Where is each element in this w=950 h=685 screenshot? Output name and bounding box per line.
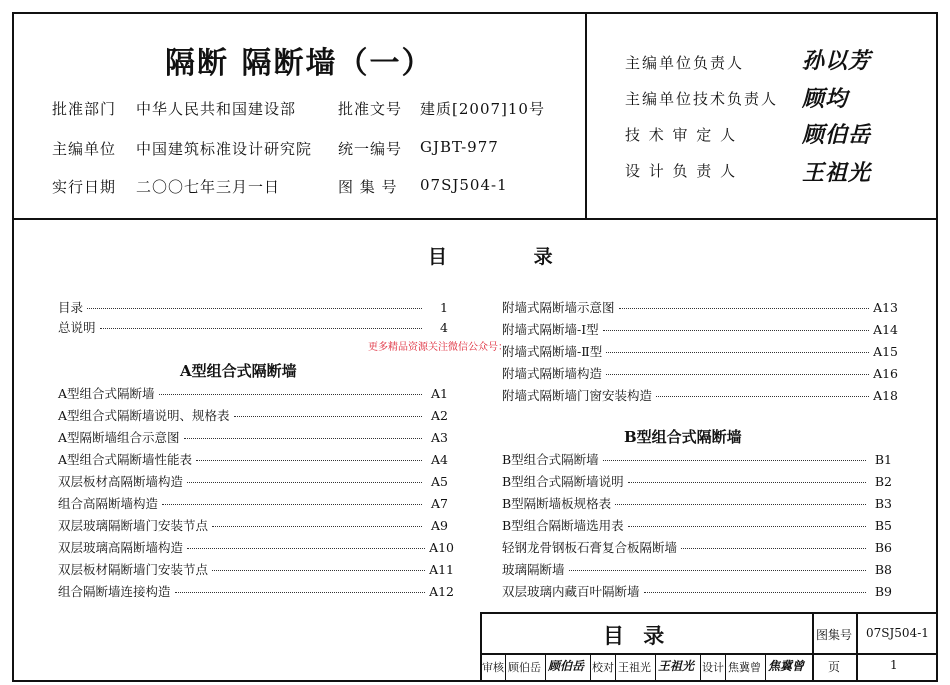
toc-item-title: 附墙式隔断墙构造 xyxy=(502,366,603,381)
sig-row-rule xyxy=(725,653,726,682)
toc-item-title: 双层玻璃内藏百叶隔断墙 xyxy=(502,584,640,599)
header-bottom-rule xyxy=(12,218,938,220)
toc-row xyxy=(58,516,448,536)
meta-value-code: GJBT-977 xyxy=(420,138,499,156)
leader-dots xyxy=(644,592,866,593)
toc-item-page: B3 xyxy=(874,496,892,511)
leader-dots xyxy=(87,308,422,309)
toc-item-page: B8 xyxy=(874,562,892,577)
toc-item-page: 4 xyxy=(440,320,448,335)
toc-row xyxy=(58,406,448,426)
toc-row xyxy=(58,298,448,318)
toc-item-title: 附墙式隔断墙门窗安装构造 xyxy=(502,388,653,403)
toc-item-page: A15 xyxy=(873,344,898,359)
meta-label-atlas: 图 集 号 xyxy=(338,178,398,196)
leader-dots xyxy=(656,396,869,397)
toc-row xyxy=(58,428,448,448)
sig-row-rule xyxy=(545,653,546,682)
toc-row xyxy=(502,364,898,384)
leader-dots xyxy=(681,548,866,549)
check-label: 校对 xyxy=(592,661,614,674)
section-b-heading: B型组合式隔断墙 xyxy=(624,428,742,446)
role-reviewer: 技 术 审 定 人 xyxy=(625,126,738,144)
toc-item-page: B9 xyxy=(874,584,892,599)
check-signature: 王祖光 xyxy=(658,659,695,673)
toc-row xyxy=(58,472,448,492)
toc-item-page: A10 xyxy=(429,540,454,555)
meta-label-code: 统一编号 xyxy=(338,140,403,158)
toc-row xyxy=(502,320,898,340)
toc-item-title: 附墙式隔断墙示意图 xyxy=(502,300,615,315)
leader-dots xyxy=(187,548,425,549)
toc-item-title: 玻璃隔断墙 xyxy=(502,562,565,577)
leader-dots xyxy=(628,526,866,527)
toc-item-page: B6 xyxy=(874,540,892,555)
signature-chief-tech: 顾均 xyxy=(802,86,849,112)
toc-row xyxy=(502,298,898,318)
design-label: 设计 xyxy=(702,661,724,674)
leader-dots xyxy=(184,438,422,439)
toc-row xyxy=(502,582,892,602)
sig-row-rule xyxy=(505,653,506,682)
design-name: 焦冀曾 xyxy=(728,661,761,674)
page-value: 1 xyxy=(890,658,898,672)
toc-row xyxy=(58,384,448,404)
signature-design-lead: 王祖光 xyxy=(802,160,872,186)
toc-item-page: B1 xyxy=(874,452,892,467)
title-block-mid-rule xyxy=(480,653,938,655)
toc-row xyxy=(502,538,892,558)
toc-item-page: A18 xyxy=(873,388,898,403)
sig-row-rule xyxy=(765,653,766,682)
toc-item-title: 双层板材隔断墙门安装节点 xyxy=(58,562,209,577)
toc-item-title: B型隔断墙板规格表 xyxy=(502,496,612,511)
leader-dots xyxy=(615,504,866,505)
leader-dots xyxy=(569,570,866,571)
leader-dots xyxy=(606,352,869,353)
toc-item-title: A型组合式隔断墙说明、规格表 xyxy=(58,408,230,423)
toc-item-page: A11 xyxy=(429,562,454,577)
toc-item-title: 附墙式隔断墙-Ⅱ型 xyxy=(502,344,603,359)
toc-item-title: A型隔断墙组合示意图 xyxy=(58,430,180,445)
toc-item-page: A2 xyxy=(431,408,448,423)
leader-dots xyxy=(606,374,869,375)
toc-item-title: 附墙式隔断墙-Ⅰ型 xyxy=(502,322,599,337)
leader-dots xyxy=(628,482,866,483)
toc-item-page: A9 xyxy=(431,518,448,533)
toc-item-title: 总说明 xyxy=(58,320,96,335)
toc-item-title: 组合隔断墙连接构造 xyxy=(58,584,171,599)
meta-value-atlas: 07SJ504-1 xyxy=(420,176,508,194)
toc-row xyxy=(502,450,892,470)
toc-item-page: A12 xyxy=(429,584,454,599)
toc-item-title: B型组合隔断墙选用表 xyxy=(502,518,624,533)
leader-dots xyxy=(187,482,422,483)
leader-dots xyxy=(159,394,422,395)
toc-item-title: 组合高隔断墙构造 xyxy=(58,496,159,511)
sig-row-rule xyxy=(615,653,616,682)
design-signature: 焦冀曾 xyxy=(768,659,805,673)
leader-dots xyxy=(162,504,422,505)
leader-dots xyxy=(100,328,422,329)
meta-value-dept: 中华人民共和国建设部 xyxy=(136,100,297,118)
toc-item-page: A13 xyxy=(873,300,898,315)
toc-item-page: B5 xyxy=(874,518,892,533)
toc-item-title: A型组合式隔断墙性能表 xyxy=(58,452,193,467)
toc-item-title: B型组合式隔断墙说明 xyxy=(502,474,624,489)
toc-item-title: A型组合式隔断墙 xyxy=(58,386,155,401)
meta-label-dept: 批准部门 xyxy=(52,100,117,118)
toc-item-title: 轻钢龙骨钢板石膏复合板隔断墙 xyxy=(502,540,678,555)
meta-label-doc: 批准文号 xyxy=(338,100,403,118)
toc-item-title: B型组合式隔断墙 xyxy=(502,452,599,467)
meta-value-unit: 中国建筑标准设计研究院 xyxy=(136,140,313,158)
toc-item-page: 1 xyxy=(440,300,448,315)
meta-label-date: 实行日期 xyxy=(52,178,117,196)
meta-value-doc: 建质[2007]10号 xyxy=(420,100,545,118)
leader-dots xyxy=(196,460,422,461)
check-name: 王祖光 xyxy=(618,661,651,674)
toc-row xyxy=(58,538,454,558)
role-chief-unit: 主编单位负责人 xyxy=(625,54,745,72)
sig-row-rule xyxy=(590,653,591,682)
toc-item-title: 双层板材高隔断墙构造 xyxy=(58,474,184,489)
watermark-text: 更多精品资源关注微信公众号： xyxy=(368,342,508,353)
toc-row xyxy=(502,386,898,406)
leader-dots xyxy=(212,526,422,527)
toc-item-page: A3 xyxy=(431,430,448,445)
sig-row-rule xyxy=(655,653,656,682)
leader-dots xyxy=(619,308,870,309)
section-a-heading: A型组合式隔断墙 xyxy=(180,362,297,380)
toc-item-title: 双层玻璃隔断墙门安装节点 xyxy=(58,518,209,533)
toc-item-title: 双层玻璃高隔断墙构造 xyxy=(58,540,184,555)
toc-row xyxy=(502,472,892,492)
role-design-lead: 设 计 负 责 人 xyxy=(625,162,738,180)
toc-item-page: A16 xyxy=(873,366,898,381)
leader-dots xyxy=(603,330,869,331)
toc-row xyxy=(502,560,892,580)
review-label: 审核 xyxy=(482,661,504,674)
atlas-title: 隔断 隔断墙（一） xyxy=(165,46,434,81)
leader-dots xyxy=(603,460,866,461)
toc-item-page: A1 xyxy=(431,386,448,401)
title-block-rule xyxy=(812,612,814,682)
toc-item-title: 目录 xyxy=(58,300,84,315)
toc-row xyxy=(502,516,892,536)
toc-item-page: A14 xyxy=(873,322,898,337)
toc-heading: 目 录 xyxy=(428,246,593,268)
role-chief-tech: 主编单位技术负责人 xyxy=(625,90,779,108)
toc-item-page: A5 xyxy=(431,474,448,489)
signature-reviewer: 顾伯岳 xyxy=(802,122,872,148)
sig-row-rule xyxy=(700,653,701,682)
leader-dots xyxy=(234,416,422,417)
title-block-top-rule xyxy=(480,612,938,614)
atlas-no-label: 图集号 xyxy=(816,628,853,642)
meta-value-date: 二〇〇七年三月一日 xyxy=(136,178,281,196)
toc-item-page: A4 xyxy=(431,452,448,467)
meta-label-unit: 主编单位 xyxy=(52,140,117,158)
toc-row xyxy=(502,494,892,514)
toc-row xyxy=(58,560,454,580)
toc-row xyxy=(58,582,454,602)
toc-row xyxy=(58,450,448,470)
review-signature: 顾伯岳 xyxy=(548,659,585,673)
toc-row xyxy=(58,494,448,514)
header-divider xyxy=(585,12,587,219)
page-label: 页 xyxy=(828,660,841,674)
toc-item-page: A7 xyxy=(431,496,448,511)
leader-dots xyxy=(212,570,425,571)
signature-chief-unit: 孙以芳 xyxy=(802,48,872,74)
toc-row xyxy=(502,342,898,362)
title-block-rule xyxy=(856,612,858,682)
review-name: 顾伯岳 xyxy=(508,661,541,674)
toc-row xyxy=(58,318,448,338)
toc-item-page: B2 xyxy=(874,474,892,489)
leader-dots xyxy=(175,592,426,593)
title-block-title: 目 录 xyxy=(603,623,671,648)
atlas-no-value: 07SJ504-1 xyxy=(866,626,929,640)
